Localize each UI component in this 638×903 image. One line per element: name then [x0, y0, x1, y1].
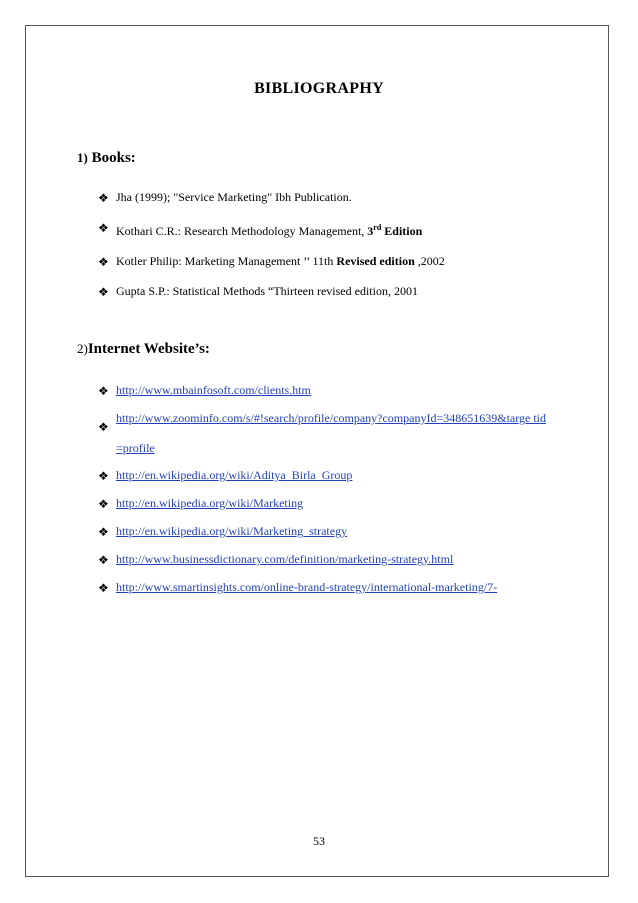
books-heading-label: Books: — [91, 150, 136, 166]
list-item — [98, 284, 445, 299]
book-entry-text: Gupta S.P.: Statistical Methods “Thirteen revised edition, 2001 — [116, 284, 418, 298]
website-link[interactable]: http://en.wikipedia.org/wiki/Marketing_strategy — [116, 524, 348, 538]
edition-label: Edition — [381, 224, 423, 238]
page-number: 53 — [313, 834, 325, 848]
list-item — [98, 552, 546, 567]
list-item — [98, 220, 445, 239]
book-entry-text: Kotler Philip: Marketing Management ’’ 11th — [116, 254, 334, 268]
diamond-bullet-icon: ❖ — [98, 191, 109, 205]
edition-number: 3 — [367, 224, 374, 238]
diamond-bullet-icon: ❖ — [98, 553, 109, 567]
website-link[interactable]: http://www.businessdictionary.com/definition/marketing-strategy.html — [116, 552, 454, 566]
website-link[interactable]: http://en.wikipedia.org/wiki/Marketing — [116, 496, 304, 510]
diamond-bullet-icon: ❖ — [98, 285, 109, 299]
website-link[interactable]: http://www.mbainfosoft.com/clients.htm — [116, 383, 311, 397]
diamond-bullet-icon: ❖ — [98, 581, 109, 595]
diamond-bullet-icon: ❖ — [98, 497, 109, 511]
book-entry-bold: Revised edition — [336, 254, 415, 268]
books-heading — [77, 150, 136, 167]
list-item — [98, 254, 445, 269]
diamond-bullet-icon: ❖ — [98, 420, 109, 434]
diamond-bullet-icon: ❖ — [98, 469, 109, 483]
list-item — [98, 580, 546, 595]
website-link[interactable]: http://www.zoominfo.com/s/#!search/profile/company?companyId=348651639&targe tid=profile — [116, 411, 547, 455]
list-item — [98, 468, 546, 483]
books-list — [98, 190, 445, 314]
page-title: BIBLIOGRAPHY — [254, 80, 384, 97]
diamond-bullet-icon: ❖ — [98, 384, 109, 398]
diamond-bullet-icon: ❖ — [98, 525, 109, 539]
diamond-bullet-icon: ❖ — [98, 221, 109, 235]
websites-heading — [77, 341, 210, 358]
websites-heading-number: 2) — [77, 341, 88, 356]
list-item — [98, 190, 445, 205]
website-link[interactable]: http://en.wikipedia.org/wiki/Aditya_Birla_Group — [116, 468, 353, 482]
book-entry-text: Jha (1999); "Service Marketing" Ibh Publication. — [116, 190, 352, 204]
diamond-bullet-icon: ❖ — [98, 255, 109, 269]
website-link[interactable]: http://www.smartinsights.com/online-brand-strategy/international-marketing/7- — [116, 580, 498, 594]
list-item — [98, 383, 546, 398]
list-item — [98, 403, 546, 463]
book-entry-tail: ,2002 — [414, 254, 445, 268]
books-heading-number: 1) — [77, 150, 88, 165]
list-item — [98, 496, 546, 511]
websites-heading-label: Internet Website’s: — [87, 341, 210, 357]
book-entry-edition — [367, 224, 422, 238]
book-entry-text: Kothari C.R.: Research Methodology Management, — [116, 224, 365, 238]
list-item — [98, 524, 546, 539]
websites-list — [98, 383, 546, 608]
edition-suffix: rd — [373, 223, 382, 232]
